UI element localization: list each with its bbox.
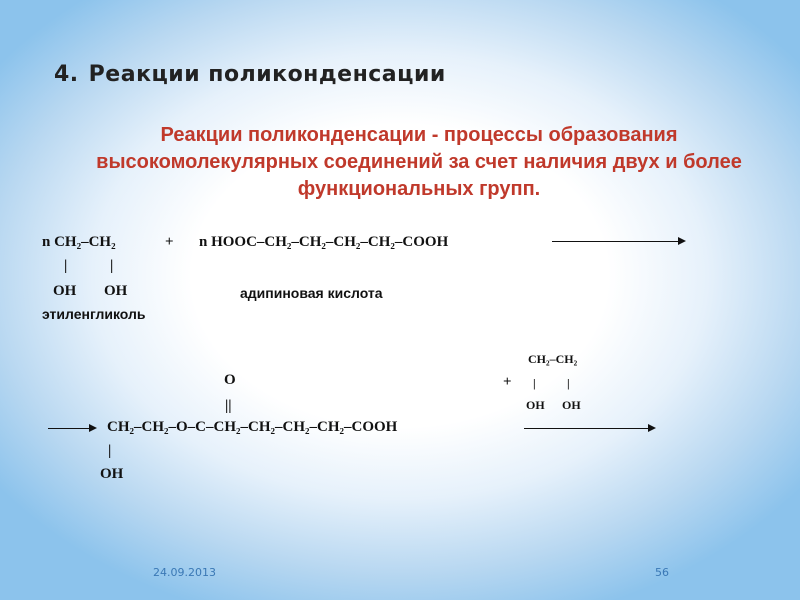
carbonyl-oxygen: O xyxy=(224,372,236,388)
bond-right: | xyxy=(110,258,114,274)
reaction1-adipic-acid xyxy=(199,234,448,251)
slide-title xyxy=(54,62,446,87)
coefficient-n1: n xyxy=(42,234,51,250)
bond-down: | xyxy=(108,443,112,459)
oh-right: OH xyxy=(104,283,128,299)
definition-text: Реакции поликонденсации - процессы образования высокомолекулярных соединений за счет наличия двух и более функциональных групп. xyxy=(96,124,742,200)
reaction2-arrow-out xyxy=(524,428,650,429)
ethylene-glycol-name: этиленгликоль xyxy=(42,306,146,322)
side-oh-right: OH xyxy=(562,398,581,412)
reaction2-plus: + xyxy=(503,374,512,390)
title-text: Реакции поликонденсации xyxy=(88,62,446,87)
adipic-acid-name: адипиновая кислота xyxy=(240,285,383,301)
reaction2-arrow-in xyxy=(48,428,91,429)
glycol-backbone: CH₂–CH₂ xyxy=(54,234,116,250)
double-bond: || xyxy=(225,398,232,414)
adipic-acid-formula: HOOC–CH₂–CH₂–CH₂–CH₂–COOH xyxy=(211,234,449,250)
title-number: 4. xyxy=(54,62,79,87)
side-oh-left: OH xyxy=(526,398,545,412)
page-number: 56 xyxy=(655,566,669,579)
oh-left: OH xyxy=(53,283,77,299)
bond-left: | xyxy=(64,258,68,274)
reaction1-plus: + xyxy=(165,234,174,250)
side-bond-right: | xyxy=(567,376,570,390)
oh-bottom: OH xyxy=(100,466,124,482)
footer-date: 24.09.2013 xyxy=(153,566,216,579)
reaction1-arrow xyxy=(552,241,680,242)
ester-formula: CH₂–CH₂–O–C–CH₂–CH₂–CH₂–CH₂–COOH xyxy=(107,419,398,435)
side-glycol-backbone: CH₂–CH₂ xyxy=(528,352,578,366)
reaction1-glycol xyxy=(42,234,116,251)
side-bond-left: | xyxy=(533,376,536,390)
coefficient-n2: n xyxy=(199,234,208,250)
